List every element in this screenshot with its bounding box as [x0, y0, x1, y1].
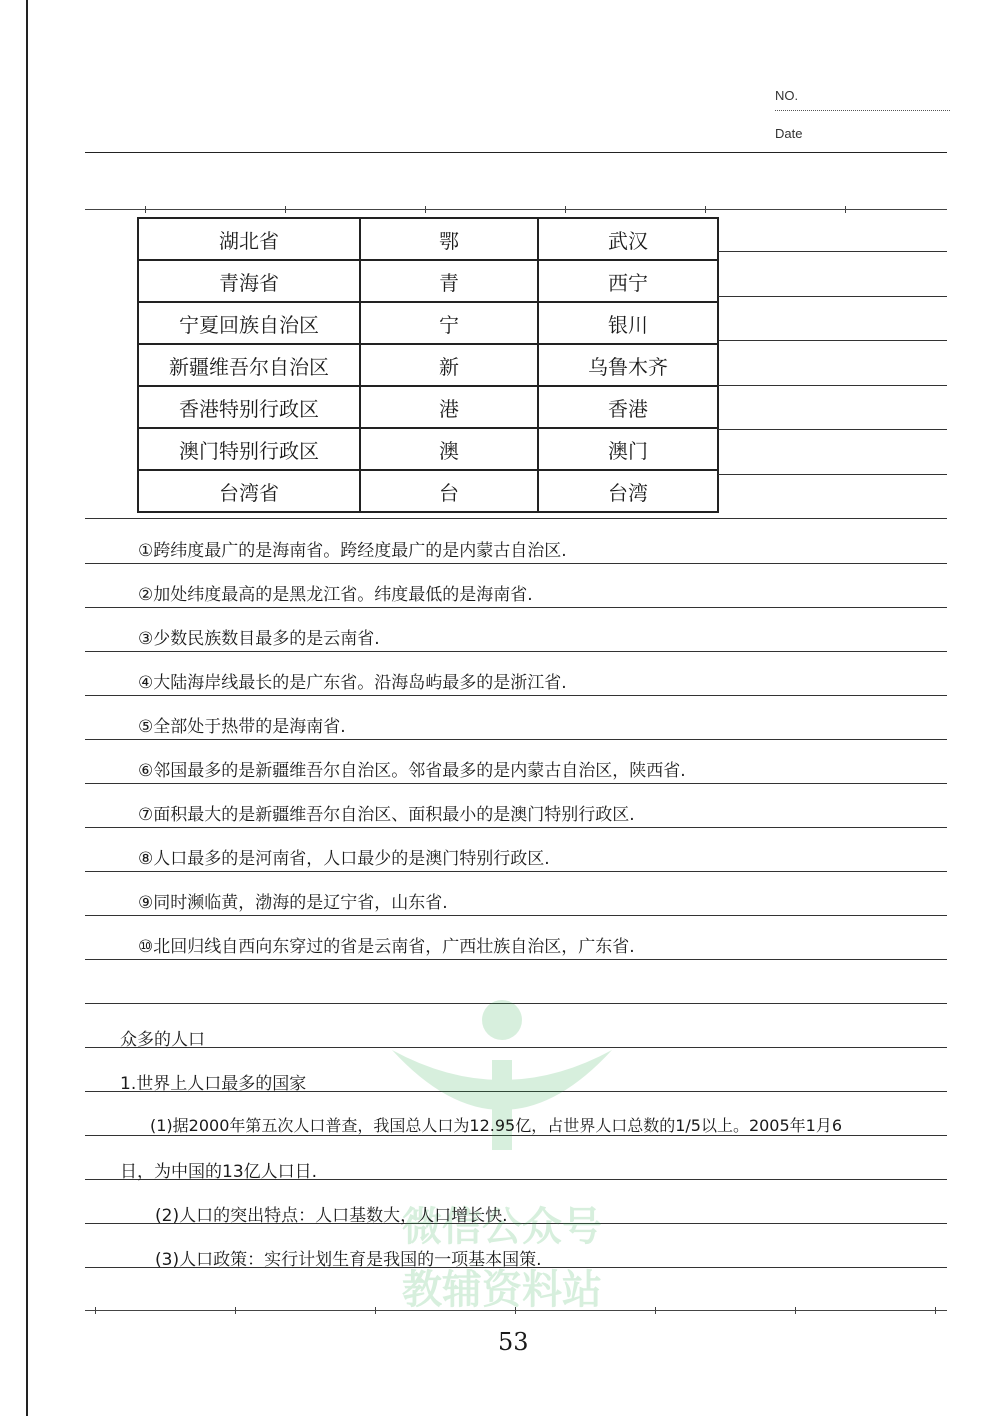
table-row — [138, 386, 718, 428]
page-number: 53 — [498, 1328, 529, 1356]
province-name-cell: 青海省 — [138, 260, 360, 302]
table-row — [138, 470, 718, 512]
ruled-line — [718, 474, 947, 475]
note-3: ③少数民族数目最多的是云南省. — [138, 629, 380, 649]
note-1: ①跨纬度最广的是海南省。跨经度最广的是内蒙古自治区. — [138, 541, 567, 561]
capital-cell: 澳门 — [538, 428, 718, 470]
abbreviation-cell: 新 — [360, 344, 538, 386]
paragraph-3: (3)人口政策：实行计划生育是我国的一项基本国策. — [155, 1250, 542, 1270]
watermark-line-1: 微信公众号 — [402, 1204, 602, 1250]
binding-margin-line — [26, 0, 28, 1416]
note-2: ②加处纬度最高的是黑龙江省。纬度最低的是海南省. — [138, 585, 533, 605]
capital-cell: 台湾 — [538, 470, 718, 512]
no-dotted-line — [775, 110, 950, 111]
capital-cell: 香港 — [538, 386, 718, 428]
ruled-line — [85, 959, 947, 960]
province-name-cell: 香港特别行政区 — [138, 386, 360, 428]
abbreviation-cell: 宁 — [360, 302, 538, 344]
ruled-line — [85, 915, 947, 916]
abbreviation-cell: 港 — [360, 386, 538, 428]
ruled-line — [718, 296, 947, 297]
ruled-line — [718, 429, 947, 430]
province-name-cell: 新疆维吾尔自治区 — [138, 344, 360, 386]
section-subtitle: 1.世界上人口最多的国家 — [120, 1074, 307, 1094]
ruled-line — [85, 695, 947, 696]
watermark-line-2: 教辅资料站 — [402, 1267, 602, 1313]
ruled-line — [85, 651, 947, 652]
note-7: ⑦面积最大的是新疆维吾尔自治区、面积最小的是澳门特别行政区. — [138, 805, 635, 825]
table-row — [138, 344, 718, 386]
note-4: ④大陆海岸线最长的是广东省。沿海岛屿最多的是浙江省. — [138, 673, 567, 693]
capital-cell: 乌鲁木齐 — [538, 344, 718, 386]
abbreviation-cell: 澳 — [360, 428, 538, 470]
paragraph-1-line-1: (1)据2000年第五次人口普查，我国总人口为12.95亿，占世界人口总数的1/5以上。2005年1月6 — [150, 1116, 843, 1135]
capital-cell: 武汉 — [538, 218, 718, 260]
section-title: 众多的人口 — [120, 1030, 205, 1050]
ruled-line — [85, 739, 947, 740]
ruled-line — [85, 518, 947, 519]
ruled-line — [718, 385, 947, 386]
no-label: NO. — [775, 88, 799, 103]
abbreviation-cell: 台 — [360, 470, 538, 512]
ruled-line — [85, 871, 947, 872]
abbreviation-cell: 鄂 — [360, 218, 538, 260]
table-row — [138, 260, 718, 302]
province-name-cell: 台湾省 — [138, 470, 360, 512]
note-8: ⑧人口最多的是河南省，人口最少的是澳门特别行政区. — [138, 849, 550, 869]
note-5: ⑤全部处于热带的是海南省. — [138, 717, 346, 737]
table-row — [138, 302, 718, 344]
province-table — [137, 217, 719, 513]
capital-cell: 银川 — [538, 302, 718, 344]
ruled-line — [85, 827, 947, 828]
abbreviation-cell: 青 — [360, 260, 538, 302]
tick-rule-top — [85, 209, 947, 210]
province-name-cell: 澳门特别行政区 — [138, 428, 360, 470]
ruled-line — [718, 251, 947, 252]
ruled-line — [718, 340, 947, 341]
paragraph-1-line-2: 日，为中国的13亿人口日. — [120, 1162, 318, 1182]
table-row — [138, 428, 718, 470]
note-6: ⑥邻国最多的是新疆维吾尔自治区。邻省最多的是内蒙古自治区，陕西省. — [138, 761, 686, 781]
note-9: ⑨同时濒临黄，渤海的是辽宁省，山东省. — [138, 893, 448, 913]
ruled-line — [85, 607, 947, 608]
table-row — [138, 218, 718, 260]
ruled-line — [85, 563, 947, 564]
province-name-cell: 宁夏回族自治区 — [138, 302, 360, 344]
watermark — [372, 990, 632, 1320]
province-name-cell: 湖北省 — [138, 218, 360, 260]
header-rule — [85, 152, 947, 153]
date-label: Date — [775, 126, 803, 141]
paragraph-2: (2)人口的突出特点：人口基数大，人口增长快. — [155, 1206, 508, 1226]
capital-cell: 西宁 — [538, 260, 718, 302]
ruled-line — [85, 783, 947, 784]
note-10: ⑩北回归线自西向东穿过的省是云南省，广西壮族自治区，广东省. — [138, 937, 635, 957]
